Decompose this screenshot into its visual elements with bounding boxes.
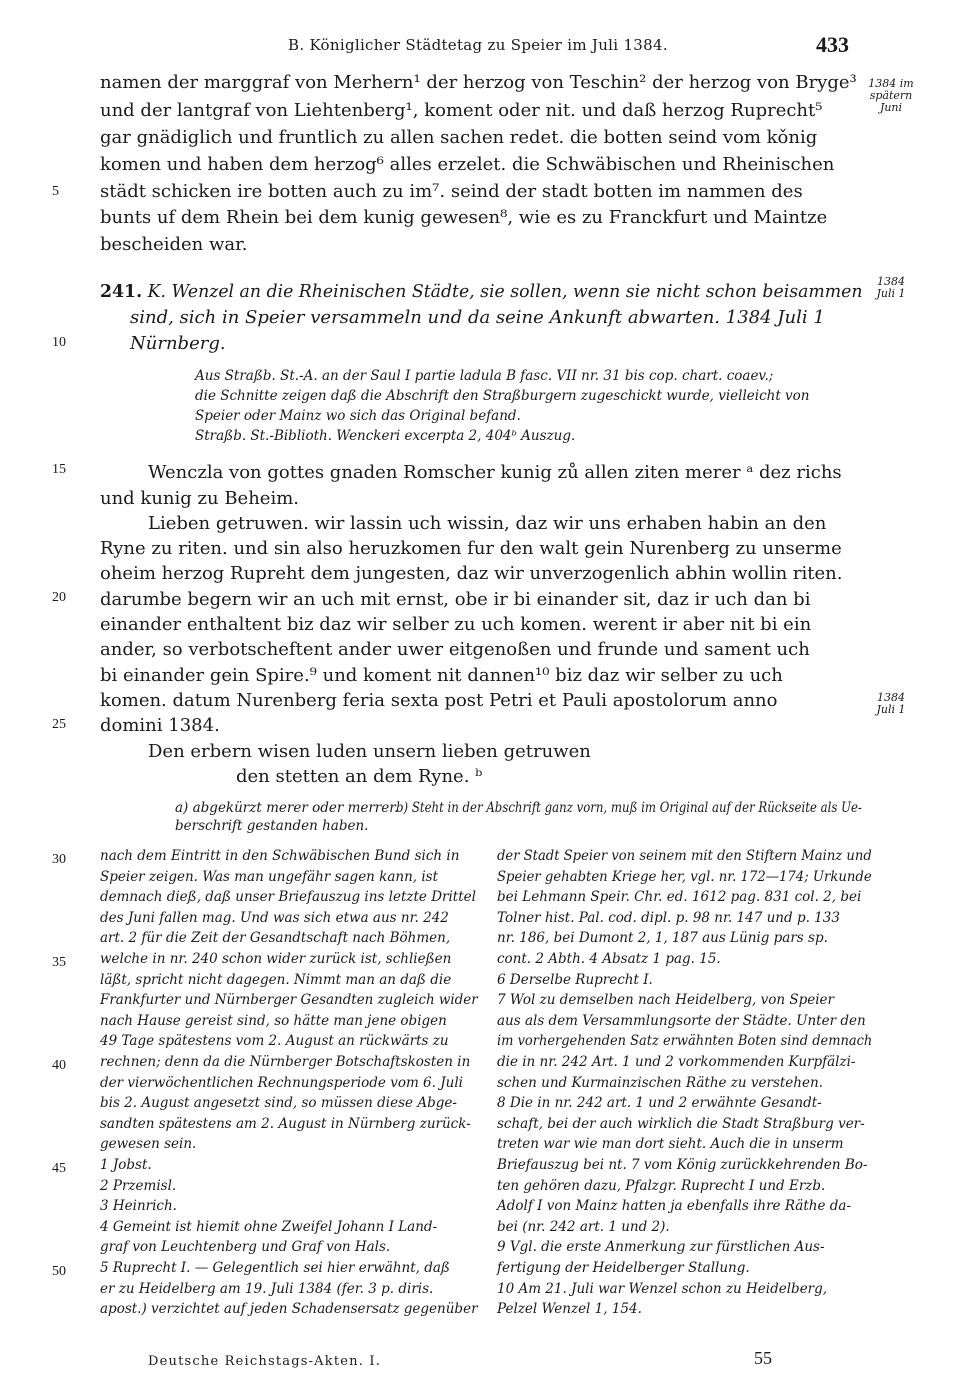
heading-line: sind, sich in Speier versammeln und da seine Ankunft abwarten. 1384 Juli 1 (130, 307, 825, 328)
letter-line: oheim herzog Rupreht dem jungesten, daz wir unverzogenlich abhin wollin riten. (100, 563, 843, 584)
footnote-line: Briefauszug bei nt. 7 vom König zurückkehrenden Bo- (497, 1157, 868, 1173)
footnote-line: Adolf I von Mainz hatten ja ebenfalls ihre Räthe da- (497, 1198, 852, 1215)
line-number: 45 (52, 1161, 66, 1176)
source-line: Aus Straßb. St.-A. an der Saul I partie ladula B fasc. VII nr. 31 bis cop. chart. coaev.; (195, 368, 774, 384)
footnote-line: Speier gehabten Kriege her, vgl. nr. 172—174; Urkunde (497, 868, 872, 885)
footnote-line: 4 Gemeint ist hiemit ohne Zweifel Johann I Land- (100, 1218, 438, 1235)
text-line: bunts uf dem Rhein bei dem kunig gewesen⁸, wie es zu Franckfurt und Maintze (100, 207, 828, 228)
footnote-line: gewesen sein. (100, 1136, 197, 1153)
margin-note-date: 1384 Juli 1 (876, 691, 906, 716)
footnote-line: 8 Die in nr. 242 art. 1 und 2 erwähnte Gesandt- (497, 1095, 822, 1112)
letter-line: ander, so verbotscheftent ander uwer eitgenoßen und frunde und sament uch (100, 639, 810, 660)
letter-line: Wenczla von gottes gnaden Romscher kunig zů allen ziten merer ᵃ dez richs (148, 462, 842, 483)
line-number: 20 (52, 590, 66, 605)
footnote-line: im vorhergehenden Satz erwähnten Boten sind demnach (497, 1033, 873, 1050)
line-number: 30 (52, 852, 66, 867)
footnote-line: nach Hause gereist sind, so hätte man jene obigen (100, 1012, 447, 1029)
footnote-line: ten gehören dazu, Pfalzgr. Ruprecht I und Erzb. (497, 1177, 826, 1194)
text-line: namen der marggraf von Merhern¹ der herzog von Teschin² der herzog von Bryge³ (100, 72, 857, 93)
footnote-line: 3 Heinrich. (100, 1198, 177, 1215)
page-number: 433 (816, 32, 849, 57)
footnote-line: sandten spätestens am 2. August in Nürnberg zurück- (100, 1115, 471, 1132)
line-number: 25 (52, 717, 66, 732)
variant-note: b) Steht in der Abschrift ganz vorn, muß im Original auf der Rückseite als Ue- (396, 800, 862, 816)
document-number: 241. (100, 281, 143, 302)
footnote-line: apost.) verzichtet auf jeden Schadensersatz gegenüber (100, 1301, 478, 1318)
heading-line (100, 281, 863, 302)
margin-note-date: 1384 Juli 1 (876, 275, 906, 300)
heading-line: Nürnberg. (130, 333, 226, 354)
footnote-line: Tolner hist. Pal. cod. dipl. p. 98 nr. 147 und p. 133 (497, 909, 840, 926)
margin-note-date: 1384 im spätern Juni (868, 77, 914, 114)
footnote-line: 1 Jobst. (100, 1157, 152, 1173)
footnote-line: 2 Przemisl. (100, 1177, 177, 1194)
document-letter: K. (147, 281, 166, 302)
variant-note: a) abgekürzt merer oder merrer. (175, 800, 399, 816)
footnote-line: des Juni fallen mag. Und was sich etwa aus nr. 242 (100, 909, 449, 926)
line-number: 10 (52, 335, 66, 350)
footnote-line: welche in nr. 240 schon wider zurück ist, schließen (100, 951, 452, 967)
footnote-line: bei Lehmann Speir. Chr. ed. 1612 pag. 831 col. 2, bei (497, 889, 862, 906)
footnote-line: 10 Am 21. Juli war Wenzel schon zu Heidelberg, (497, 1280, 828, 1297)
footnote-line: nr. 186, bei Dumont 2, 1, 187 aus Lünig pars sp. (497, 930, 828, 947)
footer-signature: Deutsche Reichstags-Akten. I. (148, 1354, 382, 1369)
footnote-line: Speier zeigen. Was man ungefähr sagen kann, ist (100, 868, 439, 885)
line-number: 35 (52, 955, 66, 970)
line-number: 5 (52, 184, 59, 199)
heading-text: Wenzel an die Rheinischen Städte, sie sollen, wenn sie nicht schon beisammen (171, 281, 863, 302)
footnote-line: bei (nr. 242 art. 1 und 2). (497, 1218, 670, 1235)
address-line: Den erbern wisen luden unsern lieben getruwen (148, 741, 591, 762)
footnote-line: rechnen; denn da die Nürnberger Botschaftskosten in (100, 1054, 471, 1070)
line-number: 40 (52, 1058, 66, 1073)
footnote-line: 49 Tage spätestens vom 2. August an rückwärts zu (100, 1033, 449, 1050)
letter-line: Lieben getruwen. wir lassin uch wissin, daz wir uns erhaben habin an den (148, 513, 827, 534)
letter-line: Ryne zu riten. und sin also heruzkomen fur den walt gein Nurenberg zu unserme (100, 538, 842, 559)
footnote-line: schaft, bei der auch wirklich die Stadt Straßburg ver- (497, 1115, 865, 1132)
text-line: städt schicken ire botten auch zu im⁷. seind der stadt botten im nammen des (100, 181, 803, 202)
footnote-line: aus als dem Versammlungsorte der Städte. Unter den (497, 1012, 866, 1029)
letter-line: domini 1384. (100, 715, 220, 736)
letter-line: darumbe begern wir an uch mit ernst, obe ir bi einander sit, daz ir uch dan bi (100, 589, 811, 610)
letter-line: bi einander gein Spire.⁹ und koment nit dannen¹⁰ biz daz wir selber zu uch (100, 665, 783, 686)
footnote-line: treten war wie man dort sieht. Auch die in unserm (497, 1136, 844, 1153)
text-line: gar gnädiglich und fruntlich zu allen sachen redet. die botten seind vom kǒnig (100, 127, 818, 148)
footnote-line: der vierwöchentlichen Rechnungsperiode vom 6. Juli (100, 1074, 463, 1091)
text-line: und der lantgraf von Liehtenberg¹, koment oder nit. und daß herzog Ruprecht⁵ (100, 100, 823, 121)
footnote-line: graf von Leuchtenberg und Graf von Hals. (100, 1239, 391, 1256)
footnote-line: er zu Heidelberg am 19. Juli 1384 (fer. 3 p. diris. (100, 1280, 434, 1297)
text-line: komen und haben dem herzog⁶ alles erzelet. die Schwäbischen und Rheinischen (100, 154, 835, 175)
source-line: Straßb. St.-Biblioth. Wenckeri excerpta 2, 404ᵇ Auszug. (195, 428, 576, 444)
line-number: 15 (52, 462, 66, 477)
sheet-number: 55 (754, 1348, 772, 1368)
variant-note: berschrift gestanden haben. (175, 818, 369, 834)
line-number: 50 (52, 1264, 66, 1279)
footnote-line: art. 2 für die Zeit der Gesandtschaft nach Böhmen, (100, 930, 451, 947)
footnote-line: läßt, spricht nicht dagegen. Nimmt man an daß die (100, 971, 452, 988)
footnote-line: der Stadt Speier von seinem mit den Stiftern Mainz und (497, 848, 872, 864)
source-line: die Schnitte zeigen daß die Abschrift den Straßburgern zugeschickt wurde, vielleicht von (195, 388, 810, 404)
letter-line: komen. datum Nurenberg feria sexta post Petri et Pauli apostolorum anno (100, 690, 778, 711)
footnote-line: fertigung der Heidelberger Stallung. (497, 1260, 750, 1276)
footnote-line: Frankfurter und Nürnberger Gesandten zugleich wider (100, 992, 478, 1009)
footnote-line: 6 Derselbe Ruprecht I. (497, 971, 653, 988)
footnote-line: demnach dieß, daß unser Briefauszug ins letzte Drittel (100, 889, 476, 906)
footnote-line: nach dem Eintritt in den Schwäbischen Bund sich in (100, 848, 460, 864)
footnote-line: schen und Kurmainzischen Räthe zu verstehen. (497, 1074, 823, 1091)
footnote-line: 7 Wol zu demselben nach Heidelberg, von Speier (497, 992, 834, 1009)
footnote-line: bis 2. August angesetzt sind, so müssen diese Abge- (100, 1095, 457, 1112)
footnote-line: Pelzel Wenzel 1, 154. (497, 1301, 642, 1318)
footnote-line: 5 Ruprecht I. — Gelegentlich sei hier erwähnt, daß (100, 1260, 450, 1276)
letter-line: und kunig zu Beheim. (100, 488, 299, 509)
running-title: B. Königlicher Städtetag zu Speier im Juli 1384. (288, 36, 668, 54)
text-line: bescheiden war. (100, 234, 248, 255)
source-line: Speier oder Mainz wo sich das Original befand. (195, 408, 521, 424)
letter-line: einander enthaltent biz daz wir selber zu uch komen. werent ir aber nit bi ein (100, 614, 812, 635)
footnote-line: 9 Vgl. die erste Anmerkung zur fürstlichen Aus- (497, 1239, 825, 1256)
footnote-line: die in nr. 242 Art. 1 und 2 vorkommenden Kurpfälzi- (497, 1054, 856, 1070)
footnote-line: cont. 2 Abth. 4 Absatz 1 pag. 15. (497, 951, 721, 967)
address-line: den stetten an dem Ryne. ᵇ (236, 766, 483, 787)
